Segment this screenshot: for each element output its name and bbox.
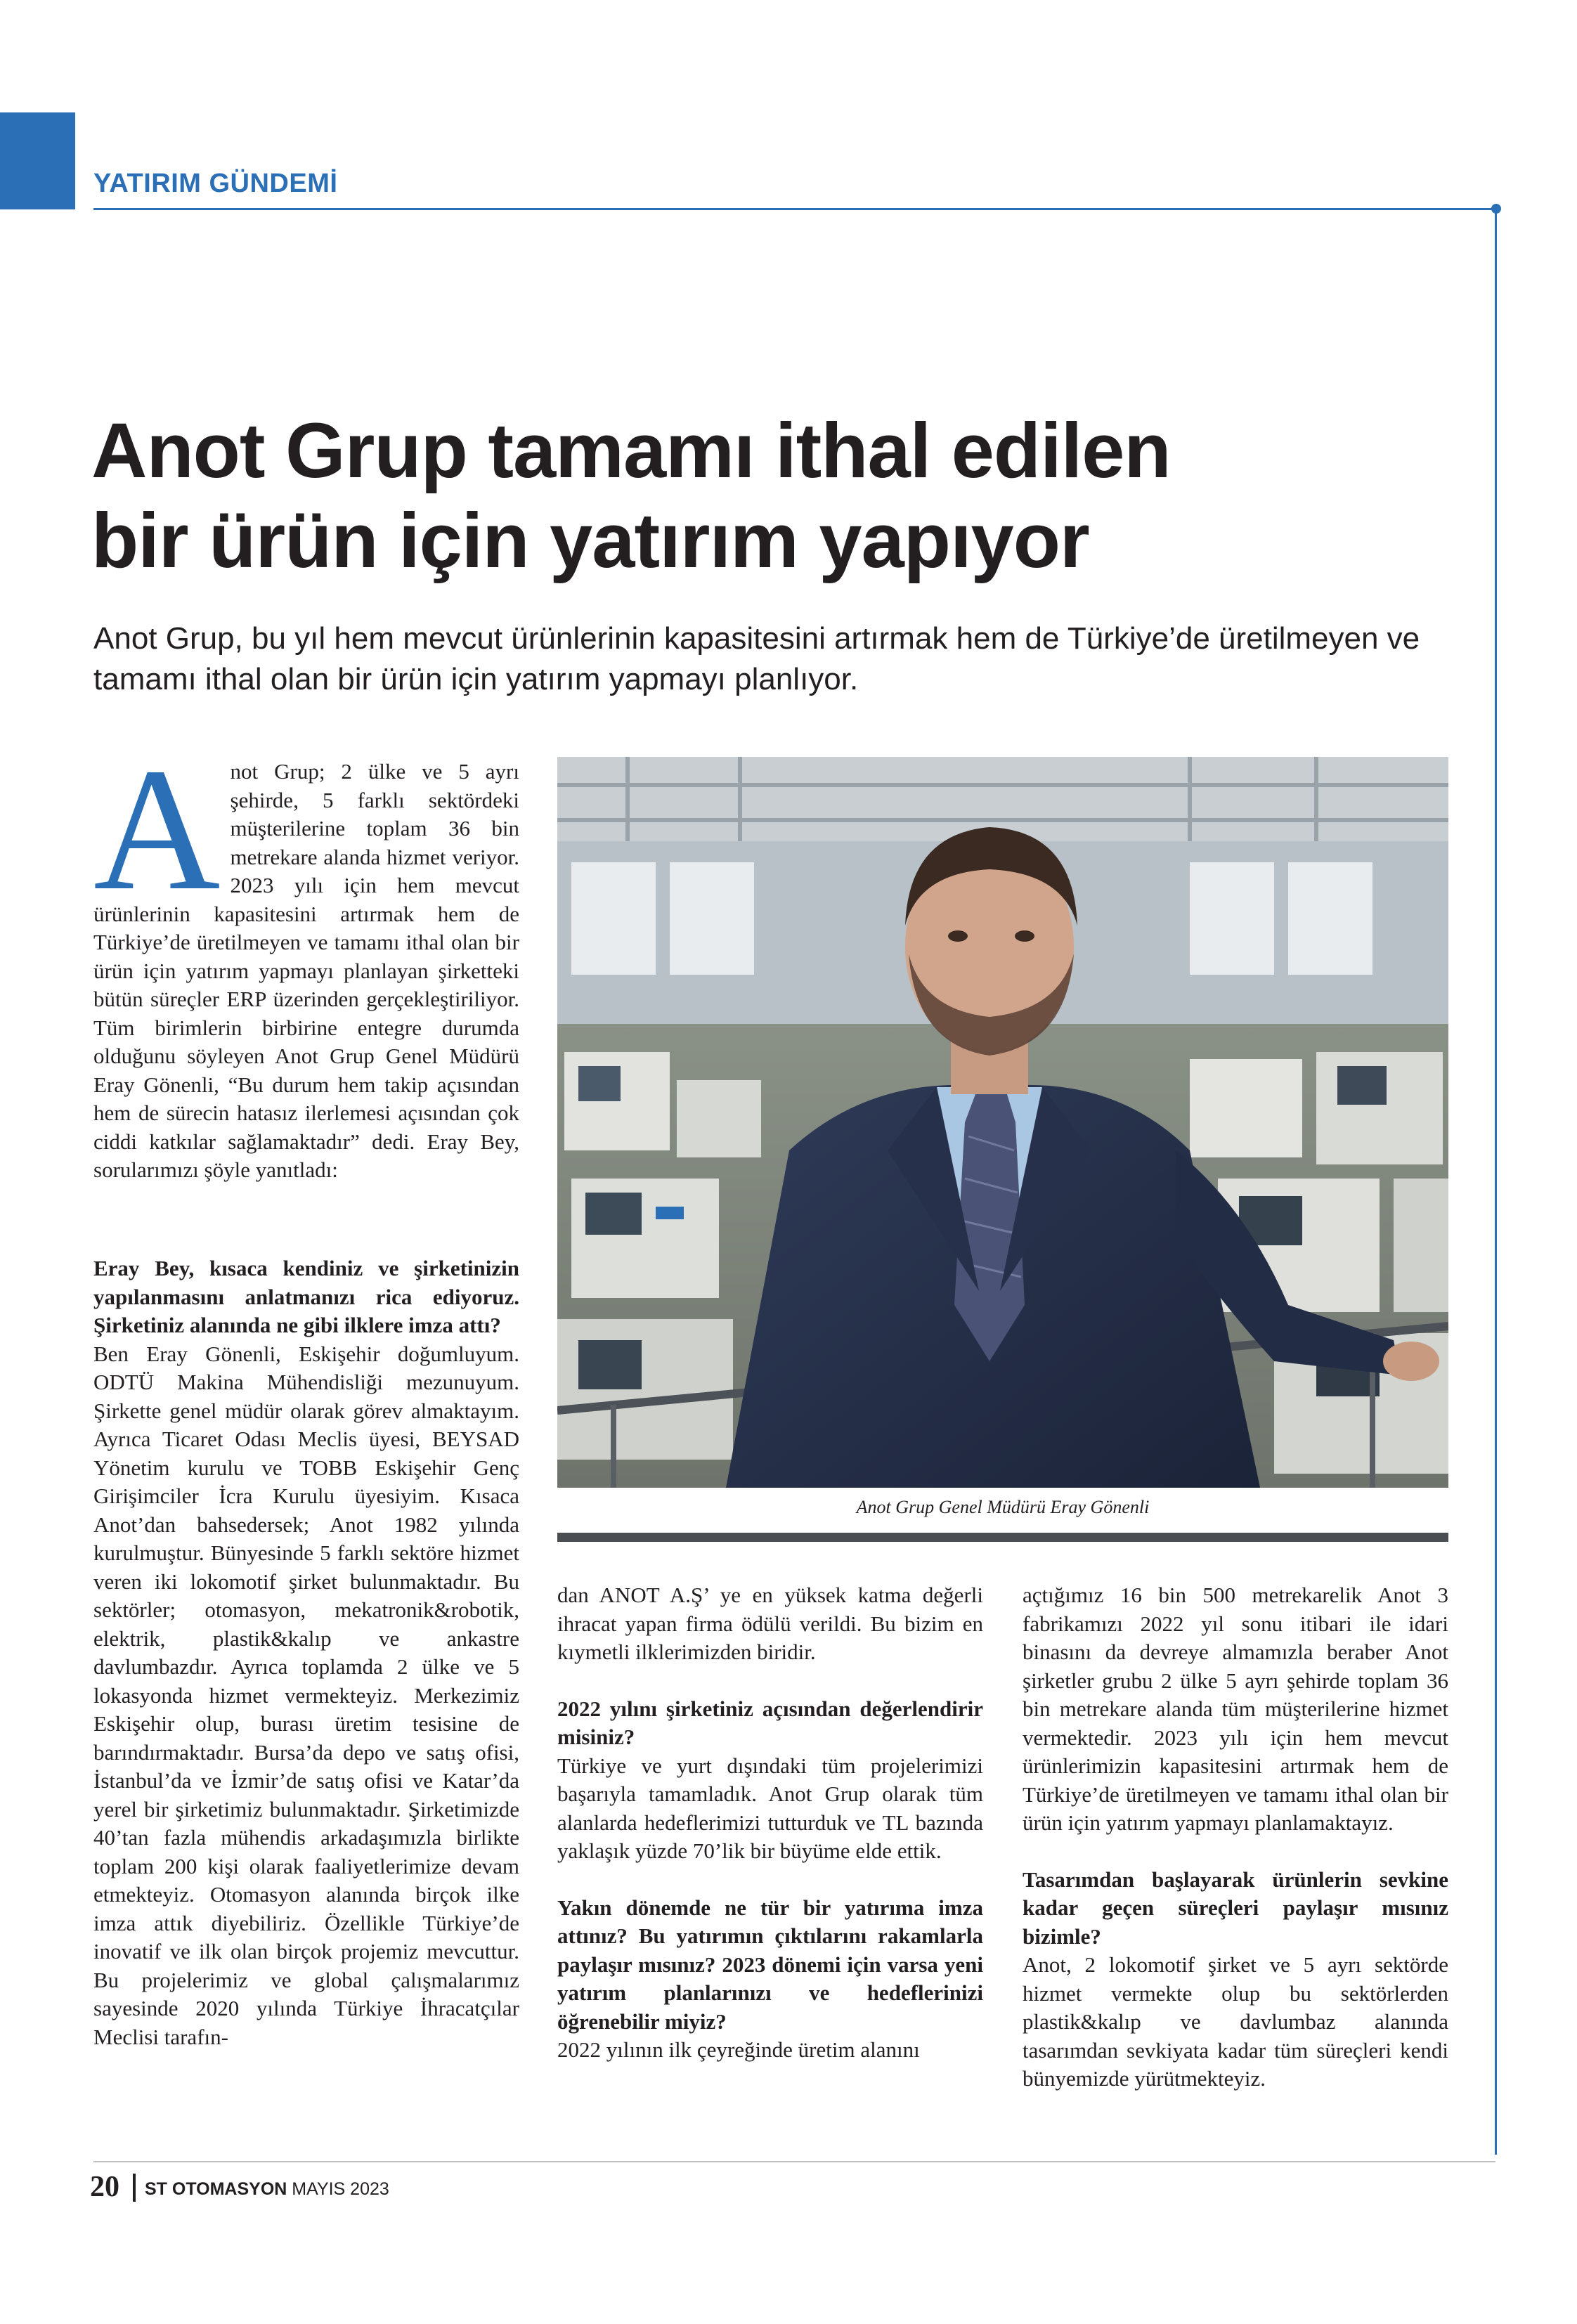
portrait-photo [557, 757, 1448, 1488]
top-rule [93, 208, 1495, 210]
answer-2: Türkiye ve yurt dışındaki tüm projelerimizi başarıyla tamamladık. Anot Grup olarak tüm alanlarda hedeflerimizi tutturduk ve TL bazında yaklaşık yüzde 70’lik bir büyüme elde ettik. [557, 1753, 983, 1863]
answer-1-continuation: dan ANOT A.Ş’ ye en yüksek katma değerli ihracat yapan firma ödülü verildi. Bu bizim en kıymetli ilklerimizden biridir. [557, 1583, 983, 1664]
column-1 [93, 1254, 519, 2051]
right-rule [1495, 208, 1497, 2155]
drop-cap: A [93, 732, 221, 927]
headline-line-2: bir ürün için yatırım yapıyor [91, 498, 1089, 584]
headline [91, 406, 1427, 586]
page-number: 20 [90, 2171, 119, 2203]
answer-4: Anot, 2 lokomotif şirket ve 5 ayrı sektörde hizmet vermekte olup bu sektörlerden plastik&kalıp ve davlumbaz alanında tasarımdan sevkiyata kadar tüm süreçleri kendi bünyemizde yürütmekteyiz. [1023, 1952, 1448, 2091]
column-2 [557, 1581, 983, 2065]
answer-3-continuation: açtığımız 16 bin 500 metrekarelik Anot 3 fabrikamızı 2022 yıl sonu itibari ile idari binasını da devreye almamızla beraber Anot şirketler grubu 2 ülke 5 ayrı şehirde toplam 36 bin metrekare alanda tüm müşterilerine hizmet vermektedir. 2023 yılı için hem mevcut ürünlerimizin kapasitesini artırmak hem de Türkiye’de üretilmeyen ve tamamı ithal olan bir ürün için yatırım yapmayı planlamaktayız. [1023, 1583, 1448, 1835]
question-2: 2022 yılını şirketiniz açısından değerlendirir misiniz? [557, 1696, 983, 1749]
footer-publication [145, 2179, 389, 2200]
headline-line-1: Anot Grup tamamı ithal edilen [91, 408, 1171, 494]
factory-portrait-image [557, 757, 1448, 1488]
intro-text: not Grup; 2 ülke ve 5 ayrı şehirde, 5 farklı sektördeki müşterilerine toplam 36 bin metrekare alanda hizmet veriyor. 2023 yılı için hem mevcut ürünlerinin kapasitesini artırmak hem de Türkiye’de üretilmeyen ve tamamı ithal olan bir ürün için yatırım yapmayı planlayan şirketteki bütün süreçler ERP üzerinden gerçekleştiriliyor. Tüm birimlerin birbirine entegre durumda olduğunu söyleyen Anot Grup Genel Müdürü Eray Gönenli, “Bu durum hem takip açısından hem de sürecin hatasız ilerlemesi açısından çok ciddi katkılar sağlamaktadır” dedi. Eray Bey, sorularımızı şöyle yanıtladı: [93, 759, 519, 1182]
question-3: Yakın dönemde ne tür bir yatırıma imza attınız? Bu yatırımın çıktılarını rakamlarla paylaşır mısınız? 2023 dönemi için varsa yeni yatırım planlarınızı ve hedeflerinizi öğrenebilir miyiz? [557, 1895, 983, 2034]
footer-divider [133, 2174, 136, 2202]
footer-rule [93, 2161, 1495, 2162]
intro-paragraph [93, 732, 519, 1185]
deck-summary: Anot Grup, bu yıl hem mevcut ürünlerinin kapasitesini artırmak hem de Türkiye’de üretilmeyen ve tamamı ithal olan bir ürün için yatırım yapmayı planlıyor. [93, 621, 1420, 696]
issue-date: MAYIS 2023 [292, 2179, 389, 2199]
question-1: Eray Bey, kısaca kendiniz ve şirketinizin yapılanmasını anlatmanızı rica ediyoruz. Şirketiniz alanında ne gibi ilklere imza attı? [93, 1256, 519, 1337]
question-4: Tasarımdan başlayarak ürünlerin sevkine kadar geçen süreçleri paylaşır mısınız bizimle? [1023, 1867, 1448, 1949]
photo-caption: Anot Grup Genel Müdürü Eray Gönenli [557, 1488, 1448, 1533]
answer-3-start: 2022 yılının ilk çeyreğinde üretim alanını [557, 2037, 920, 2062]
corner-accent-block [0, 112, 75, 209]
answer-1: Ben Eray Gönenli, Eskişehir doğumluyum. ODTÜ Makina Mühendisliği mezunuyum. Şirkette genel müdür olarak görev almaktayım. Ayrıca Ticaret Odası Meclis üyesi, BEYSAD Yönetim kurulu ve TOBB Eskişehir Genç Girişimciler İcra Kurulu üyesiyim. Kısaca Anot’dan bahsedersek; Anot 1982 yılında kurulmuştur. Bünyesinde 5 farklı sektöre hizmet veren iki lokomotif şirket bulunmaktadır. Bu sektörler; otomasyon, mekatronik&robotik, elektrik, plastik&kalıp ve ankastre davlumbazdır. Ayrıca toplamda 2 ülke ve 5 lokasyonda hizmet vermekteyiz. Merkezimiz Eskişehir olup, burası üretim tesisine de barındırmaktadır. Bursa’da depo ve satış ofisi, İstanbul’da ve İzmir’de satış ofisi ve Katar’da yerel bir şirketimiz bulunmaktadır. Şirketimizde 40’tan fazla mühendis arkadaşımızla birlikte toplam 200 kişi olarak faaliyetlerimize devam etmekteyiz. Otomasyon alanında birçok ilke imza attık diyebiliriz. Özellikle Türkiye’de inovatif ve ilk olan birçok projemiz mevcuttur. Bu projelerimiz ve global çalışmalarımız sayesinde 2020 yılında Türkiye İhracatçılar Meclisi tarafın- [93, 1341, 519, 2049]
magazine-name: ST OTOMASYON [145, 2179, 287, 2199]
column-3 [1023, 1581, 1448, 2093]
section-label: YATIRIM GÜNDEMİ [93, 169, 338, 198]
